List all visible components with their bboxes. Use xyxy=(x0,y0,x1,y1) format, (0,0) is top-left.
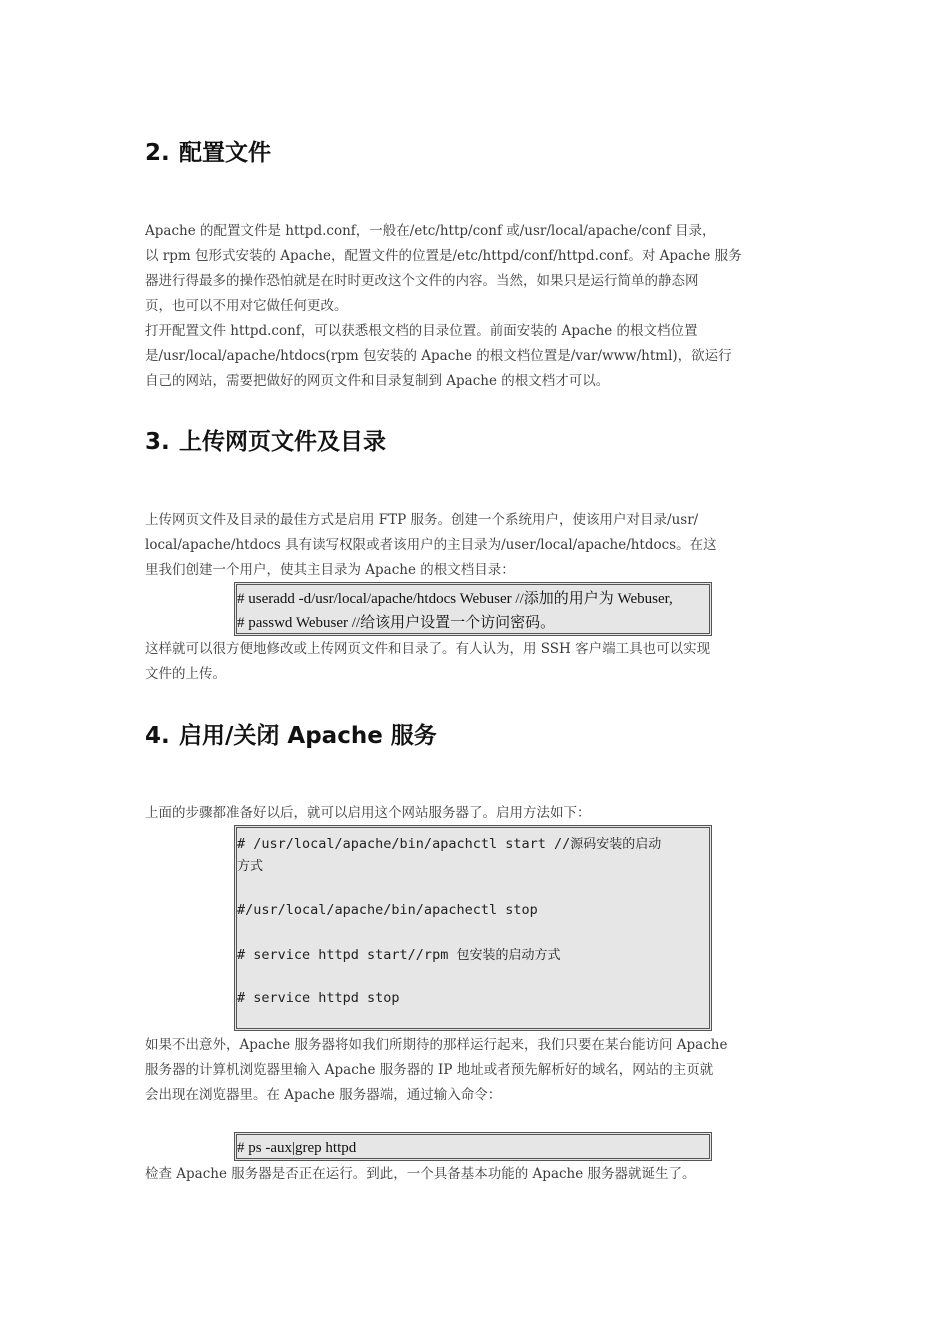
text-line: 里我们创建一个用户，使其主目录为 Apache 的根文档目录： xyxy=(145,562,515,578)
code-line xyxy=(237,943,709,967)
text-line: 是/usr/local/apache/htdocs(rpm 包安装的 Apache 的根文档位置是/var/www/html)，欲运行 xyxy=(145,348,732,364)
section-title: 上传网页文件及目录 xyxy=(179,429,386,455)
section-title: 启用/关闭 Apache 服务 xyxy=(179,723,437,749)
ps-grep-code-box xyxy=(234,1132,712,1161)
code-comment: 源码安装的启动 xyxy=(570,837,662,852)
section-number: 2. xyxy=(145,140,170,166)
text-line: 上面的步骤都准备好以后，就可以启用这个网站服务器了。启用方法如下： xyxy=(145,805,591,821)
start-stop-after-paragraph xyxy=(145,1033,810,1108)
code-command: # /usr/local/apache/bin/apachctl start // xyxy=(237,836,571,852)
text-line: 以 rpm 包形式安装的 Apache，配置文件的位置是/etc/httpd/conf/httpd.conf。对 Apache 服务 xyxy=(145,248,742,264)
code-line xyxy=(237,856,709,876)
code-command: # service httpd start//rpm xyxy=(237,947,457,963)
text-line: 页，也可以不用对它做任何更改。 xyxy=(145,298,348,314)
text-line: 自己的网站，需要把做好的网页文件和目录复制到 Apache 的根文档才可以。 xyxy=(145,373,610,389)
section-number: 3. xyxy=(145,429,170,455)
code-line xyxy=(237,832,709,856)
text-line: 器进行得最多的操作恐怕就是在时时更改这个文件的内容。当然，如果只是运行简单的静态网 xyxy=(145,273,699,289)
text-line: 上传网页文件及目录的最佳方式是启用 FTP 服务。创建一个系统用户，使该用户对目录/usr/ xyxy=(145,512,699,528)
text-line: 打开配置文件 httpd.conf，可以获悉根文档的目录位置。前面安装的 Apache 的根文档位置 xyxy=(145,323,698,339)
useradd-code-box xyxy=(234,582,712,636)
text-line: 如果不出意外，Apache 服务器将如我们所期待的那样运行起来，我们只要在某台能访问 Apache xyxy=(145,1037,728,1053)
text-line: 这样就可以很方便地修改或上传网页文件和目录了。有人认为，用 SSH 客户端工具也可以实现 xyxy=(145,641,711,657)
code-line: # service httpd stop xyxy=(237,990,400,1006)
text-line: Apache 的配置文件是 httpd.conf，一般在/etc/http/conf 或/usr/local/apache/conf 目录， xyxy=(145,223,716,239)
section-heading-upload xyxy=(145,423,386,456)
apachectl-code-box xyxy=(234,825,712,1031)
start-stop-paragraph xyxy=(145,801,810,826)
section-number: 4. xyxy=(145,723,170,749)
code-line: # ps -aux|grep httpd xyxy=(237,1140,357,1156)
config-file-paragraph xyxy=(145,219,810,394)
upload-after-paragraph xyxy=(145,637,810,687)
upload-paragraph xyxy=(145,508,810,583)
text-line: 服务器的计算机浏览器里输入 Apache 服务器的 IP 地址或者预先解析好的域名，网站的主页就 xyxy=(145,1062,714,1078)
final-paragraph xyxy=(145,1162,810,1187)
text-line: 文件的上传。 xyxy=(145,666,226,682)
text-line: 会出现在浏览器里。在 Apache 服务器端，通过输入命令： xyxy=(145,1087,502,1103)
section-heading-start-stop xyxy=(145,717,437,750)
code-line: # passwd Webuser //给该用户设置一个访问密码。 xyxy=(237,615,556,631)
code-line: #/usr/local/apache/bin/apachectl stop xyxy=(237,902,538,918)
code-line: # useradd -d/usr/local/apache/htdocs Webuser //添加的用户为 Webuser, xyxy=(237,591,673,607)
section-heading-config-file xyxy=(145,134,271,167)
code-comment: 方式 xyxy=(237,859,264,874)
section-title: 配置文件 xyxy=(179,140,271,166)
text-line: local/apache/htdocs 具有读写权限或者该用户的主目录为/user/local/apache/htdocs。在这 xyxy=(145,537,717,553)
text-line: 检查 Apache 服务器是否正在运行。到此，一个具备基本功能的 Apache 服务器就诞生了。 xyxy=(145,1166,696,1182)
code-comment: 包安装的启动方式 xyxy=(456,948,561,963)
